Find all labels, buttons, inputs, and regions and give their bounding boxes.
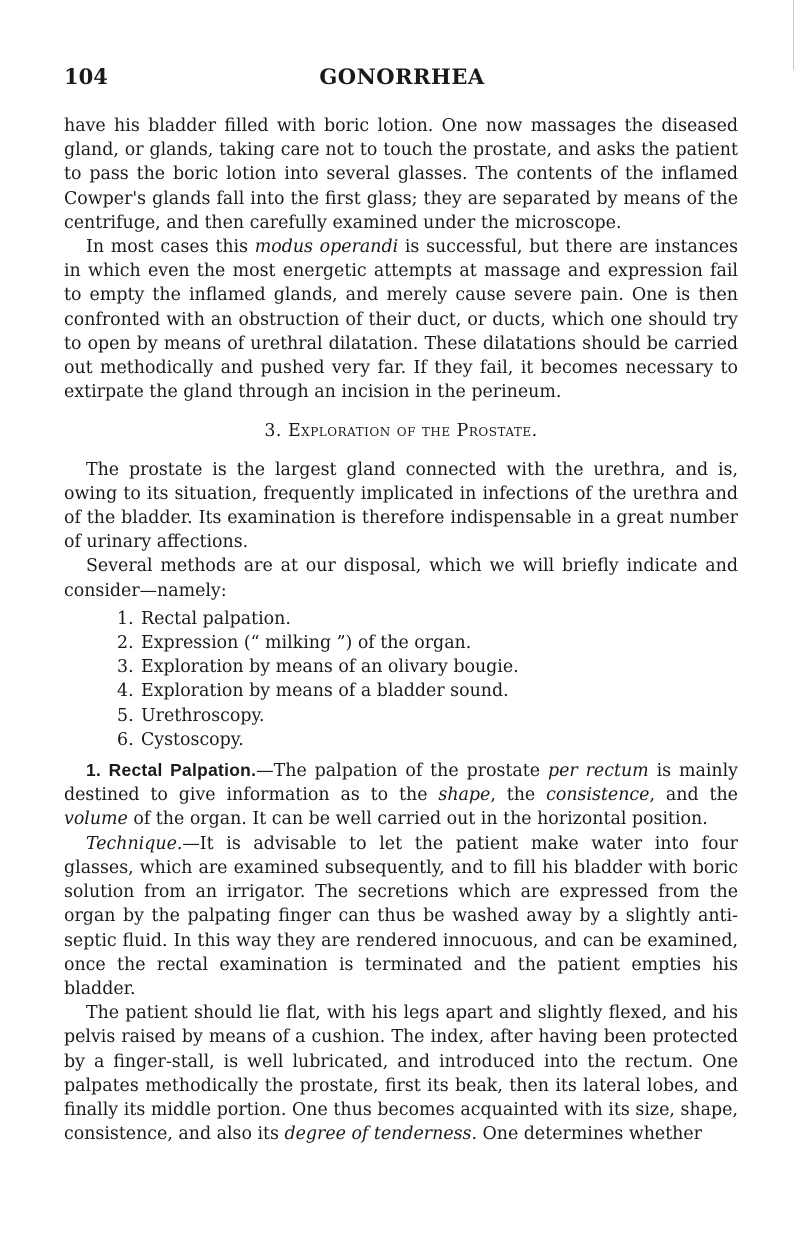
body-text bbox=[64, 114, 738, 1146]
page-number: 104 bbox=[64, 64, 108, 89]
paragraph: 1. Rectal Palpation.—The palpation of the prostate per rectum is mainly destined to give information as to the shape, the consistence, and the volume of the organ. It can be well carried out in the horizontal position. bbox=[64, 760, 738, 830]
methods-list bbox=[64, 607, 738, 752]
paragraph: The prostate is the largest gland connected with the urethra, and is, owing to its situation, frequently implicated in infections of the urethra and of the bladder. Its examination is therefore indispensable in a great number of urinary affections. bbox=[64, 459, 738, 553]
paragraph: Several methods are at our disposal, which we will briefly indicate and consider—namely: bbox=[64, 556, 738, 601]
page-edge-line bbox=[793, 0, 794, 70]
running-header bbox=[64, 64, 740, 94]
technique-lead: Technique. bbox=[86, 833, 183, 854]
paragraph: The patient should lie flat, with his legs apart and slightly flexed, and his pelvis raised by means of a cushion. The index, after having been protected by a finger-stall, is well lubricated, and introduced into the rectum. One palpates methodically the prostate, first its beak, then its lateral lobes, and finally its middle portion. One thus becomes acquainted with its size, shape, consistence, and also its degree of tenderness. One determines whether bbox=[64, 1003, 738, 1145]
paragraph: have his bladder filled with boric lotion. One now massages the diseased gland, or glands, taking care not to touch the prostate, and asks the patient to pass the boric lotion into several glasses. The contents of the inflamed Cowper's glands fall into the first glass; they are separated by means of the centrifuge, and then carefully examined under the microscope. bbox=[64, 116, 738, 233]
running-title: GONORRHEA bbox=[319, 64, 485, 89]
section-heading: 3. Exploration of the Prostate. bbox=[264, 421, 538, 442]
list-item: 6. Cystoscopy. bbox=[117, 729, 244, 750]
list-item: 1. Rectal palpation. bbox=[117, 608, 291, 629]
list-item: 5. Urethroscopy. bbox=[117, 705, 265, 726]
paragraph: In most cases this modus operandi is successful, but there are instances in which even the most energetic attempts at massage and expression fail to empty the inflamed glands, and merely cause severe pain. One is then confronted with an obstruction of their duct, or ducts, which one should try to open by means of urethral dilatation. These dilatations should be carried out methodically and pushed very far. If they fail, it becomes necessary to extirpate the gland through an incision in the perineum. bbox=[64, 237, 738, 403]
italic-term: modus operandi bbox=[254, 237, 399, 258]
paragraph: Technique.—It is advisable to let the patient make water into four glasses, which are examined subsequently, and to fill his bladder with boric solution from an irrigator. The secretions which are expressed from the organ by the palpating finger can thus be washed away by a slightly anti-septic fluid. In this way they are rendered innocuous, and can be examined, once the rectal examination is terminated and the patient empties his bladder. bbox=[64, 833, 738, 999]
list-item: 3. Exploration by means of an olivary bougie. bbox=[117, 657, 519, 678]
list-item: 2. Expression (“ milking ”) of the organ. bbox=[117, 633, 472, 654]
list-item: 4. Exploration by means of a bladder sound. bbox=[117, 681, 509, 702]
subsection-lead: 1. Rectal Palpation. bbox=[86, 760, 257, 781]
